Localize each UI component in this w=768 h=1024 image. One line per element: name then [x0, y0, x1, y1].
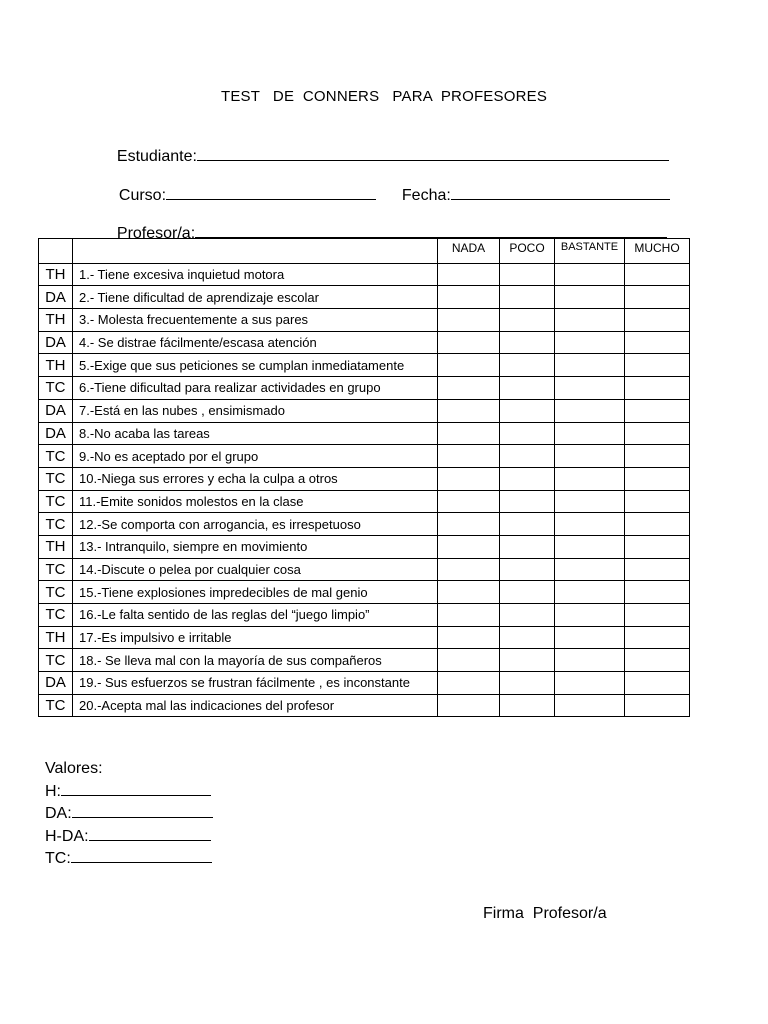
answer-cell-bastante[interactable] — [555, 422, 625, 445]
answer-cell-mucho[interactable] — [625, 490, 690, 513]
answer-cell-poco[interactable] — [500, 694, 555, 717]
row-item: 20.-Acepta mal las indicaciones del profesor — [73, 694, 438, 717]
estudiante-field[interactable] — [108, 126, 669, 167]
answer-cell-poco[interactable] — [500, 672, 555, 695]
row-item: 12.-Se comporta con arrogancia, es irrespetuoso — [73, 513, 438, 536]
row-code: TH — [39, 263, 73, 286]
row-item: 6.-Tiene dificultad para realizar actividades en grupo — [73, 377, 438, 400]
row-item: 7.-Está en las nubes , ensimismado — [73, 399, 438, 422]
answer-cell-poco[interactable] — [500, 331, 555, 354]
row-code: DA — [39, 672, 73, 695]
table-row — [39, 694, 690, 717]
table-row — [39, 649, 690, 672]
row-item: 3.- Molesta frecuentemente a sus pares — [73, 309, 438, 332]
header-bastante: BASTANTE — [555, 239, 625, 264]
answer-cell-poco[interactable] — [500, 513, 555, 536]
table-row — [39, 445, 690, 468]
row-code: DA — [39, 286, 73, 309]
answer-cell-bastante[interactable] — [555, 490, 625, 513]
answer-cell-bastante[interactable] — [555, 467, 625, 490]
answer-cell-bastante[interactable] — [555, 399, 625, 422]
answer-cell-bastante[interactable] — [555, 558, 625, 581]
answer-cell-mucho[interactable] — [625, 445, 690, 468]
valor-h[interactable] — [45, 781, 213, 804]
answer-cell-poco[interactable] — [500, 535, 555, 558]
answer-cell-bastante[interactable] — [555, 604, 625, 627]
answer-cell-bastante[interactable] — [555, 672, 625, 695]
answer-cell-mucho[interactable] — [625, 422, 690, 445]
row-code: TC — [39, 467, 73, 490]
answer-cell-nada[interactable] — [438, 694, 500, 717]
profesor-label: Profesor/a: — [116, 225, 196, 242]
fecha-field[interactable] — [393, 165, 670, 206]
answer-cell-bastante[interactable] — [555, 331, 625, 354]
answer-cell-mucho[interactable] — [625, 581, 690, 604]
answer-cell-nada[interactable] — [438, 535, 500, 558]
answer-cell-mucho[interactable] — [625, 263, 690, 286]
row-code: DA — [39, 422, 73, 445]
answer-cell-nada[interactable] — [438, 649, 500, 672]
answer-cell-mucho[interactable] — [625, 286, 690, 309]
answer-cell-poco[interactable] — [500, 626, 555, 649]
answer-cell-mucho[interactable] — [625, 399, 690, 422]
answer-cell-nada[interactable] — [438, 309, 500, 332]
table-row — [39, 422, 690, 445]
valor-tc[interactable] — [45, 848, 213, 871]
answer-cell-mucho[interactable] — [625, 558, 690, 581]
answer-cell-poco[interactable] — [500, 354, 555, 377]
row-code: TC — [39, 377, 73, 400]
answer-cell-nada[interactable] — [438, 354, 500, 377]
curso-label: Curso: — [118, 187, 167, 204]
row-code: TC — [39, 604, 73, 627]
answer-cell-nada[interactable] — [438, 604, 500, 627]
row-item: 15.-Tiene explosiones impredecibles de mal genio — [73, 581, 438, 604]
table-row — [39, 309, 690, 332]
valor-da[interactable] — [45, 803, 213, 826]
answer-cell-nada[interactable] — [438, 490, 500, 513]
profesor-line[interactable] — [195, 223, 667, 238]
row-code: TH — [39, 354, 73, 377]
valor-tc-line[interactable] — [71, 848, 212, 863]
row-code: TC — [39, 490, 73, 513]
valor-da-label: DA: — [45, 805, 72, 822]
answer-cell-poco[interactable] — [500, 490, 555, 513]
answer-cell-bastante[interactable] — [555, 535, 625, 558]
answer-cell-bastante[interactable] — [555, 694, 625, 717]
answer-cell-nada[interactable] — [438, 558, 500, 581]
answer-cell-poco[interactable] — [500, 581, 555, 604]
answer-cell-bastante[interactable] — [555, 286, 625, 309]
row-item: 2.- Tiene dificultad de aprendizaje escolar — [73, 286, 438, 309]
header-empty-item — [73, 239, 438, 264]
answer-cell-bastante[interactable] — [555, 445, 625, 468]
row-item: 1.- Tiene excesiva inquietud motora — [73, 263, 438, 286]
table-row — [39, 672, 690, 695]
estudiante-label: Estudiante: — [116, 148, 197, 165]
answer-cell-nada[interactable] — [438, 445, 500, 468]
answer-cell-nada[interactable] — [438, 286, 500, 309]
answer-cell-nada[interactable] — [438, 626, 500, 649]
answer-cell-nada[interactable] — [438, 331, 500, 354]
header-nada: NADA — [438, 239, 500, 264]
row-code: TC — [39, 649, 73, 672]
answer-cell-nada[interactable] — [438, 672, 500, 695]
answer-cell-mucho[interactable] — [625, 672, 690, 695]
answer-cell-mucho[interactable] — [625, 309, 690, 332]
table-row — [39, 331, 690, 354]
row-item: 18.- Se lleva mal con la mayoría de sus compañeros — [73, 649, 438, 672]
table-row — [39, 286, 690, 309]
row-item: 17.-Es impulsivo e irritable — [73, 626, 438, 649]
table-row — [39, 263, 690, 286]
row-code: TH — [39, 535, 73, 558]
row-item: 11.-Emite sonidos molestos en la clase — [73, 490, 438, 513]
row-code: TH — [39, 309, 73, 332]
table-row — [39, 467, 690, 490]
valor-h-label: H: — [45, 782, 61, 800]
answer-cell-mucho[interactable] — [625, 354, 690, 377]
valores-section — [45, 758, 213, 871]
answer-cell-nada[interactable] — [438, 581, 500, 604]
answer-cell-mucho[interactable] — [625, 467, 690, 490]
answer-cell-bastante[interactable] — [555, 626, 625, 649]
valor-h-line[interactable] — [61, 781, 211, 796]
answer-cell-mucho[interactable] — [625, 694, 690, 717]
answer-cell-nada[interactable] — [438, 422, 500, 445]
answer-cell-mucho[interactable] — [625, 649, 690, 672]
answer-cell-bastante[interactable] — [555, 581, 625, 604]
answer-cell-poco[interactable] — [500, 286, 555, 309]
answer-cell-poco[interactable] — [500, 604, 555, 627]
answer-cell-poco[interactable] — [500, 445, 555, 468]
document-title: TEST DE CONNERS PARA PROFESORES — [220, 88, 548, 105]
answer-cell-mucho[interactable] — [625, 604, 690, 627]
row-code: TC — [39, 513, 73, 536]
answer-cell-nada[interactable] — [438, 377, 500, 400]
answer-cell-mucho[interactable] — [625, 377, 690, 400]
answer-cell-nada[interactable] — [438, 399, 500, 422]
row-code: TC — [39, 445, 73, 468]
table-row — [39, 626, 690, 649]
curso-field[interactable] — [110, 165, 376, 206]
row-code: TC — [39, 694, 73, 717]
row-item: 5.-Exige que sus peticiones se cumplan inmediatamente — [73, 354, 438, 377]
answer-cell-nada[interactable] — [438, 513, 500, 536]
table-row — [39, 377, 690, 400]
answer-cell-bastante[interactable] — [555, 513, 625, 536]
answer-cell-bastante[interactable] — [555, 354, 625, 377]
answer-cell-bastante[interactable] — [555, 377, 625, 400]
table-row — [39, 558, 690, 581]
row-item: 9.-No es aceptado por el grupo — [73, 445, 438, 468]
answer-cell-nada[interactable] — [438, 467, 500, 490]
answer-cell-bastante[interactable] — [555, 649, 625, 672]
row-code: TH — [39, 626, 73, 649]
row-code: TC — [39, 558, 73, 581]
answer-cell-nada[interactable] — [438, 263, 500, 286]
row-item: 14.-Discute o pelea por cualquier cosa — [73, 558, 438, 581]
valor-da-line[interactable] — [72, 803, 213, 818]
answer-cell-bastante[interactable] — [555, 263, 625, 286]
table-row — [39, 604, 690, 627]
row-item: 19.- Sus esfuerzos se frustran fácilmente , es inconstante — [73, 672, 438, 695]
valor-h-da-label: H-DA: — [45, 827, 89, 845]
valor-h-da-line[interactable] — [89, 826, 211, 841]
table-row — [39, 535, 690, 558]
row-item: 10.-Niega sus errores y echa la culpa a otros — [73, 467, 438, 490]
row-item: 13.- Intranquilo, siempre en movimiento — [73, 535, 438, 558]
row-item: 16.-Le falta sentido de las reglas del “juego limpio” — [73, 604, 438, 627]
answer-cell-poco[interactable] — [500, 558, 555, 581]
curso-line[interactable] — [166, 185, 376, 200]
answer-cell-poco[interactable] — [500, 422, 555, 445]
valor-h-da[interactable] — [45, 826, 213, 849]
answer-cell-mucho[interactable] — [625, 513, 690, 536]
header-poco: POCO — [500, 239, 555, 264]
header-empty-code — [39, 239, 73, 264]
row-code: TC — [39, 581, 73, 604]
valores-heading: Valores: — [45, 760, 103, 777]
fecha-line[interactable] — [451, 185, 670, 200]
row-item: 8.-No acaba las tareas — [73, 422, 438, 445]
answer-cell-mucho[interactable] — [625, 331, 690, 354]
table-row — [39, 513, 690, 536]
table-row — [39, 581, 690, 604]
row-code: DA — [39, 399, 73, 422]
answer-cell-mucho[interactable] — [625, 626, 690, 649]
row-item: 4.- Se distrae fácilmente/escasa atención — [73, 331, 438, 354]
valor-tc-label: TC: — [45, 850, 71, 867]
table-row — [39, 399, 690, 422]
answer-cell-poco[interactable] — [500, 263, 555, 286]
answer-cell-poco[interactable] — [500, 377, 555, 400]
firma-profesor: Firma Profesor/a — [483, 905, 607, 922]
fecha-label: Fecha: — [401, 187, 451, 204]
table-row — [39, 490, 690, 513]
answer-cell-poco[interactable] — [500, 309, 555, 332]
conners-table — [38, 238, 690, 717]
answer-cell-poco[interactable] — [500, 399, 555, 422]
answer-cell-poco[interactable] — [500, 649, 555, 672]
row-code: DA — [39, 331, 73, 354]
answer-cell-mucho[interactable] — [625, 535, 690, 558]
estudiante-line[interactable] — [197, 146, 669, 161]
answer-cell-poco[interactable] — [500, 467, 555, 490]
table-row — [39, 354, 690, 377]
header-mucho: MUCHO — [625, 239, 690, 264]
table-header-row — [39, 239, 690, 264]
answer-cell-bastante[interactable] — [555, 309, 625, 332]
